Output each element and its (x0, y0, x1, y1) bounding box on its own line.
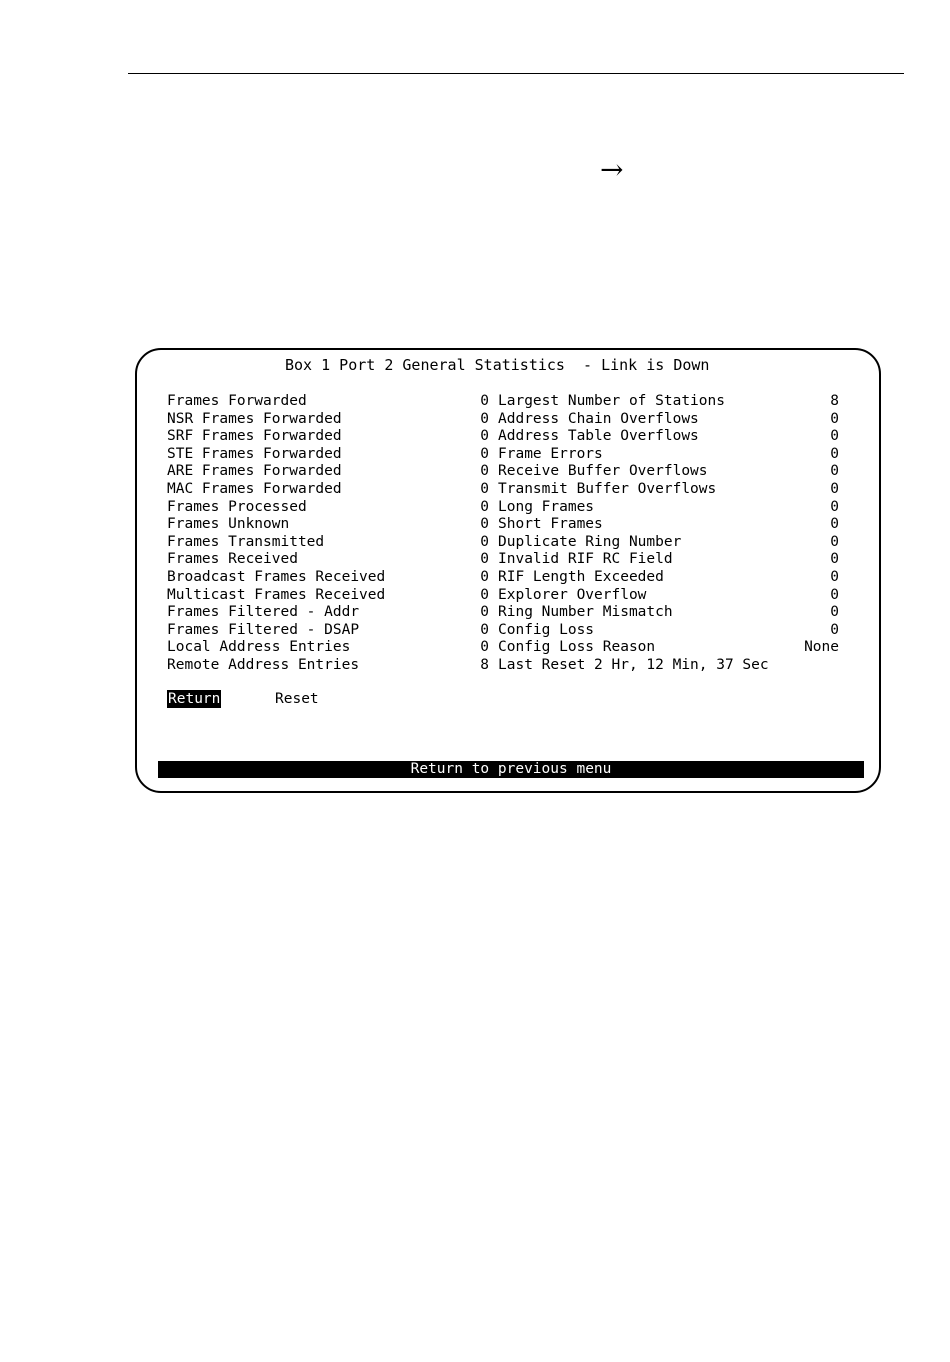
stat-label-right: Short Frames (498, 516, 603, 533)
screen-title: Box 1 Port 2 General Statistics - Link is Down (285, 356, 710, 374)
stat-label-right: Ring Number Mismatch (498, 604, 673, 621)
stat-label-right: Duplicate Ring Number (498, 533, 682, 550)
stat-value-right: 8 (830, 393, 839, 409)
reset-button[interactable]: Reset (275, 691, 319, 707)
stat-value-left: 0 (480, 428, 489, 445)
stat-label-left: MAC Frames Forwarded (167, 481, 342, 497)
terminal-screen (135, 348, 881, 793)
stat-label-left: Remote Address Entries (167, 657, 360, 673)
stat-value-right: 0 (830, 445, 839, 462)
stat-row (137, 445, 883, 463)
arrow-icon: → (600, 153, 624, 186)
stat-value-left: 0 (480, 586, 489, 603)
stat-label-left: Frames Processed (167, 498, 307, 515)
stat-row (137, 515, 883, 533)
stat-value-left: 0 (480, 481, 489, 497)
stat-row (137, 462, 883, 480)
stat-value-left: 0 (480, 445, 489, 462)
stat-value-left: 8 (480, 657, 489, 673)
stat-label-right: Address Table Overflows (498, 428, 699, 445)
stat-label-left: Frames Filtered - Addr (167, 604, 360, 621)
stat-label-left: NSR Frames Forwarded (167, 410, 342, 427)
stat-value-right: None (804, 639, 839, 656)
stat-label-right: Explorer Overflow (498, 586, 647, 603)
status-bar: Return to previous menu (158, 761, 864, 778)
stat-value-right: 0 (830, 604, 839, 621)
stat-label-right: Config Loss (498, 621, 595, 638)
stat-value-left: 0 (480, 498, 489, 515)
stat-label-right: Frame Errors (498, 445, 603, 462)
stat-value-left: 0 (480, 393, 489, 409)
stat-label-left: Local Address Entries (167, 639, 351, 656)
stat-label-left: Broadcast Frames Received (167, 569, 386, 585)
stat-value-right: 0 (830, 533, 839, 550)
stat-row (137, 603, 883, 621)
stat-label-left: Multicast Frames Received (167, 586, 386, 603)
stat-label-right: Invalid RIF RC Field (498, 551, 673, 568)
stat-row (137, 621, 883, 639)
stat-value-right: 0 (830, 428, 839, 445)
stat-value-left: 0 (480, 639, 489, 656)
stat-row (137, 410, 883, 428)
stat-row (137, 427, 883, 445)
page-header-rule (128, 73, 904, 74)
stat-value-left: 0 (480, 551, 489, 568)
stat-value-right: 0 (830, 481, 839, 497)
stat-label-left: Frames Unknown (167, 516, 290, 533)
stat-row (137, 568, 883, 586)
stat-label-left: Frames Received (167, 551, 298, 568)
stat-label-left: Frames Transmitted (167, 533, 325, 550)
stat-value-right: 0 (830, 498, 839, 515)
stat-label-right: Config Loss Reason (498, 639, 656, 656)
stat-value-right: 0 (830, 516, 839, 533)
stat-value-right: 0 (830, 621, 839, 638)
stat-row (137, 550, 883, 568)
stat-value-left: 0 (480, 533, 489, 550)
stat-value-left: 0 (480, 516, 489, 533)
stat-label-right: Long Frames (498, 498, 595, 515)
stat-label-right: Receive Buffer Overflows (498, 463, 708, 480)
stat-value-right: 0 (830, 551, 839, 568)
stat-label-left: SRF Frames Forwarded (167, 428, 342, 445)
stat-value-right: 0 (830, 569, 839, 585)
stat-label-left: STE Frames Forwarded (167, 445, 342, 462)
stat-value-left: 0 (480, 463, 489, 480)
stat-value-right: 0 (830, 410, 839, 427)
stat-label-left: ARE Frames Forwarded (167, 463, 342, 480)
stat-row (137, 533, 883, 551)
stat-label-right: Address Chain Overflows (498, 410, 699, 427)
stat-label-left: Frames Filtered - DSAP (167, 621, 360, 638)
stat-label-right: Largest Number of Stations (498, 393, 725, 409)
stat-value-left: 0 (480, 604, 489, 621)
return-button[interactable]: Return (168, 691, 221, 707)
stat-label-left: Frames Forwarded (167, 393, 307, 409)
stat-label-right: Last Reset 2 Hr, 12 Min, 37 Sec (498, 657, 769, 673)
stat-row (137, 392, 883, 410)
stat-row (137, 498, 883, 516)
stat-row (137, 638, 883, 656)
stat-value-left: 0 (480, 410, 489, 427)
stat-value-left: 0 (480, 569, 489, 585)
stat-value-right: 0 (830, 463, 839, 480)
stat-value-right: 0 (830, 586, 839, 603)
stat-value-left: 0 (480, 621, 489, 638)
stat-label-right: RIF Length Exceeded (498, 569, 664, 585)
stat-row (137, 656, 883, 674)
stat-row (137, 480, 883, 498)
stat-label-right: Transmit Buffer Overflows (498, 481, 717, 497)
soft-key-bar (137, 690, 883, 710)
stat-row (137, 586, 883, 604)
